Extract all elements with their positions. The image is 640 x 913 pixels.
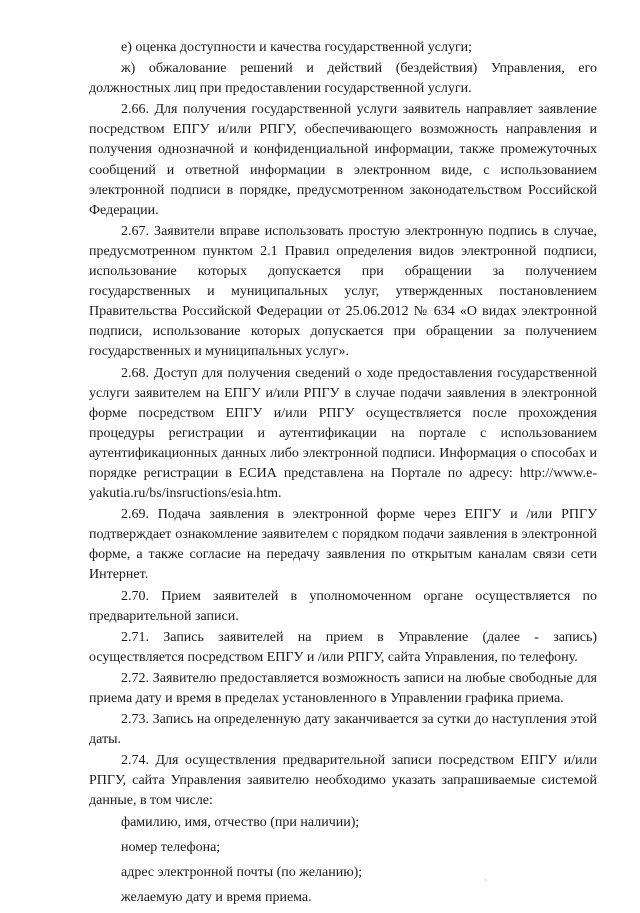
paragraph-2-69: 2.69. Подача заявления в электронной форме через ЕПГУ и /или РПГУ подтверждает ознакомление заявителем с порядком подачи заявления в электронной форме, а также согласие на передачу заявления по открытым каналам связи сети Интернет. — [89, 507, 597, 583]
data-item-phone: номер телефона; — [121, 839, 221, 855]
list-item-zh: ж) обжалование решений и действий (бездействия) Управления, его должностных лиц при предоставлении государственной услуги. — [89, 61, 597, 97]
paragraph-2-71: 2.71. Запись заявителей на прием в Управление (далее - запись) осуществляется посредством ЕПГУ и /или РПГУ, сайта Управления, по телефону. — [89, 629, 597, 665]
paragraph-2-72: 2.72. Заявителю предоставляется возможность записи на любые свободные для приема дату и время в пределах установленного в Управлении графика приема. — [89, 670, 597, 706]
data-item-name: фамилию, имя, отчество (при наличии); — [121, 814, 360, 830]
paragraph-2-67: 2.67. Заявители вправе использовать простую электронную подпись в случае, предусмотренном пунктом 2.1 Правил определения видов электронной подписи, использование которых допускается при обращении за получением государственных и муниципальных услуг, утвержденных постановлением Правительства Российской Федерации от 25.06.2012 № 634 «О видах электронной подписи, использование которых допускается при обращении за получением государственных и муниципальных услуг». — [89, 223, 597, 360]
document-page — [89, 38, 597, 913]
paragraph-2-73: 2.73. Запись на определенную дату заканчивается за сутки до наступления этой даты. — [89, 712, 597, 748]
data-item-date: желаемую дату и время приема. — [121, 889, 312, 905]
paragraph-2-66: 2.66. Для получения государственной услуги заявитель направляет заявление посредством ЕПГУ и/или РПГУ, обеспечивающего возможность направления и получения однозначной и конфиденциальной информации, также промежуточных сообщений и ответной информации в электронном виде, с использованием электронной подписи в порядке, предусмотренном законодательством Российской Федерации. — [89, 102, 597, 218]
scan-speck: · — [484, 876, 487, 885]
list-item-e: е) оценка доступности и качества государственной услуги; — [121, 40, 473, 55]
paragraph-2-70: 2.70. Прием заявителей в уполномоченном органе осуществляется по предварительной записи. — [89, 588, 597, 624]
paragraph-2-68: 2.68. Доступ для получения сведений о ходе предоставления государственной услуги заявителем на ЕПГУ и/или РПГУ в случае подачи заявления в электронной форме посредством ЕПГУ и/или РПГУ осуществляется после прохождения процедуры регистрации и аутентификации на портале с использованием аутентификационных данных либо электронной подписи. Информация о способах и порядке регистрации в ЕСИА представлена на Портале по адресу: http://www.e-yakutia.ru/bs/insructions/esia.htm. — [89, 365, 597, 502]
paragraph-2-74: 2.74. Для осуществления предварительной записи посредством ЕПГУ и/или РПГУ, сайта Управления заявителю необходимо указать запрашиваемые системой данные, в том числе: — [89, 753, 597, 809]
data-item-email: адрес электронной почты (по желанию); — [121, 864, 363, 880]
